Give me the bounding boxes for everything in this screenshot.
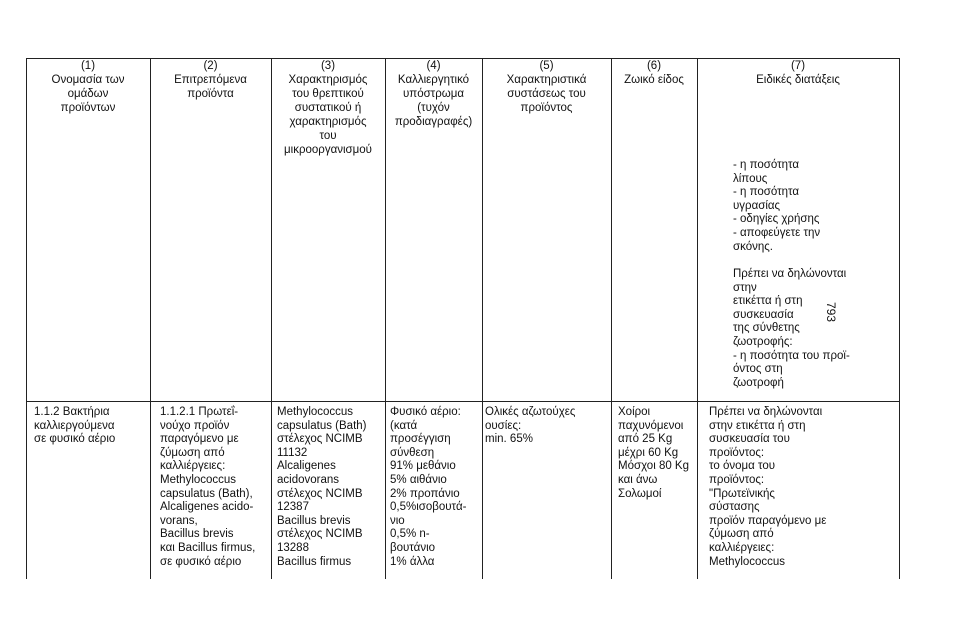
column-border [697, 58, 698, 579]
text-line: στέλεχος NCIMB [277, 433, 363, 446]
text-line: νούχο προϊόν [160, 419, 230, 432]
cell-permitted-product [160, 406, 255, 569]
text-line: καλλιέργειες: [709, 541, 775, 554]
cell-special-provisions [709, 406, 826, 569]
text-line: ζύμωση από [160, 446, 225, 459]
text-line: (κατά [390, 419, 418, 432]
cell-product-group [34, 406, 115, 447]
column-border [385, 58, 386, 579]
text-line: (5) [539, 60, 554, 72]
special-provisions-continued [733, 159, 820, 254]
text-line: υγρασίας [733, 199, 781, 212]
text-line: Ζωικό είδος [624, 74, 684, 86]
text-line: (2) [203, 60, 218, 72]
text-line: capsulatus (Bath), [160, 487, 253, 500]
row-divider [26, 401, 900, 402]
text-line: Ονομασία των [51, 74, 125, 86]
text-line: προϊόντα [187, 88, 234, 100]
text-line: Καλλιεργητικό [397, 74, 470, 86]
column-border [482, 58, 483, 579]
text-line: Πρέπει να δηλώνονται [733, 268, 847, 280]
table-right-border [899, 58, 900, 579]
text-line: (1) [80, 60, 96, 72]
text-line: προϊόντος: [709, 446, 765, 459]
text-line: και Bacillus firmus, [160, 541, 256, 554]
text-line: - οδηγίες χρήσης [733, 213, 820, 226]
text-line: όντος στη [733, 363, 783, 376]
text-line: συσκευασία [733, 308, 794, 321]
text-line: Bacillus brevis [160, 528, 234, 541]
text-line: Methylococcus [277, 406, 354, 418]
text-line: Alcaligenes [277, 460, 336, 473]
text-line: vorans, [160, 514, 198, 527]
text-line: του θρεπτικού [292, 88, 364, 100]
text-line: 2% προπάνιο [390, 487, 460, 500]
text-line: συστατικού ή [294, 102, 362, 114]
text-line: 5% αιθάνιο [390, 473, 447, 486]
text-line: Bacillus firmus [277, 555, 352, 568]
text-line: νιο [390, 514, 405, 527]
text-line: Χαρακτηριστικά [506, 74, 587, 86]
text-line: Bacillus brevis [277, 514, 351, 527]
text-line: καλλιεργούμενα [34, 419, 115, 432]
text-line: 11132 [277, 446, 308, 459]
text-line: του [319, 130, 337, 142]
text-line: προδιαγραφές) [394, 116, 473, 128]
text-line: min. 65% [485, 433, 533, 446]
cell-microorganism [277, 406, 367, 569]
text-line: Methylococcus [709, 555, 786, 568]
text-line: Methylococcus [160, 473, 237, 486]
text-line: συστάσεως του [507, 88, 586, 100]
special-provisions-labelling [733, 268, 850, 390]
text-line: βουτάνιο [390, 541, 436, 554]
text-line: 1% άλλα [390, 555, 435, 568]
text-line: ζωοτροφή [733, 376, 784, 389]
text-line: Χοίροι [618, 406, 651, 418]
header-col-1 [26, 59, 150, 115]
column-border [611, 58, 612, 579]
text-line: σύστασης [709, 501, 760, 514]
text-line: ζύμωση από [709, 528, 774, 541]
text-line: λίπους [733, 172, 768, 185]
text-line: Πρέπει να δηλώνονται [709, 406, 823, 418]
text-line: προϊόντων [60, 102, 116, 114]
header-col-6 [611, 59, 697, 87]
text-line: - η ποσότητα [733, 159, 800, 171]
text-line: στέλεχος NCIMB [277, 528, 363, 541]
text-line: (3) [320, 60, 336, 72]
text-line: ζωοτροφής: [733, 335, 793, 348]
text-line: προσέγγιση [390, 433, 451, 446]
text-line: μικροοργανισμού [284, 144, 372, 156]
text-line: 12387 [277, 501, 309, 514]
text-line: 1.1.2 Βακτήρια [34, 406, 110, 418]
text-line: (7) [790, 60, 806, 72]
text-line: (4) [426, 60, 441, 72]
text-line: από 25 Kg [618, 433, 673, 446]
text-line: (6) [646, 60, 662, 72]
text-line: Μόσχοι 80 Kg [618, 460, 689, 473]
header-col-5 [482, 59, 611, 115]
text-line: σύνθεση [390, 446, 435, 459]
text-line: προϊόντος [520, 102, 573, 114]
text-line: Alcaligenes acido- [160, 501, 254, 514]
text-line: "Πρωτεϊνικής [709, 487, 775, 500]
text-line: capsulatus (Bath) [277, 419, 367, 432]
text-line: Ειδικές διατάξεις [756, 74, 840, 86]
header-col-2 [150, 59, 271, 101]
text-line: 13288 [277, 541, 309, 554]
text-line: Χαρακτηρισμός [288, 74, 368, 86]
text-line: στην ετικέττα ή στη [709, 419, 806, 432]
text-line: μέχρι 60 Kg [618, 446, 679, 459]
cell-composition [485, 406, 575, 447]
text-line: προϊόν παραγόμενο με [709, 514, 827, 527]
text-line: ουσίες: [485, 419, 522, 432]
text-line: Φυσικό αέριο: [390, 406, 461, 418]
text-line: 0,5% n- [390, 528, 430, 541]
header-col-4 [385, 59, 482, 129]
cell-animal-species [618, 406, 689, 501]
text-line: παραγόμενο με [160, 433, 239, 446]
text-line: χαρακτηρισμός [289, 116, 367, 128]
text-line: - η ποσότητα του προϊ- [733, 349, 850, 362]
text-line: ετικέττα ή στη [733, 295, 803, 308]
text-line: καλλιέργειες: [160, 460, 226, 473]
header-col-3 [271, 59, 385, 157]
text-line: 1.1.2.1 Πρωτεΐ- [160, 406, 239, 418]
cell-culture-substrate [390, 406, 466, 569]
text-line: προϊόντος: [709, 473, 765, 486]
text-line: Ολικές αζωτούχες [485, 406, 576, 418]
page-number: 793 [824, 302, 838, 323]
text-line: - αποφεύγετε την [733, 226, 821, 239]
column-border [26, 58, 27, 579]
text-line: acidovorans [277, 473, 340, 486]
text-line: σκόνης. [733, 240, 773, 253]
text-line: συσκευασία του [709, 433, 790, 446]
text-line: - η ποσότητα [733, 186, 800, 199]
text-line: και άνω [618, 473, 658, 486]
text-line: Επιτρεπόμενα [174, 74, 247, 86]
text-line: υπόστρωμα [402, 88, 465, 100]
header-col-7 [697, 59, 899, 87]
text-line: στην [733, 281, 757, 294]
text-line: σε φυσικό αέριο [34, 433, 116, 446]
text-line: παχυνόμενοι [618, 419, 684, 432]
text-line: Σολωμοί [618, 487, 662, 500]
text-line: στέλεχος NCIMB [277, 487, 363, 500]
text-line: της σύνθετης [733, 322, 800, 335]
text-line: (τυχόν [417, 102, 450, 114]
text-line: ομάδων [67, 88, 109, 100]
text-line: 0,5%ισοβουτά- [390, 501, 467, 514]
text-line: το όνομα του [709, 460, 776, 473]
text-line: σε φυσικό αέριο [160, 555, 242, 568]
column-border [150, 58, 151, 579]
text-line: 91% μεθάνιο [390, 460, 456, 473]
